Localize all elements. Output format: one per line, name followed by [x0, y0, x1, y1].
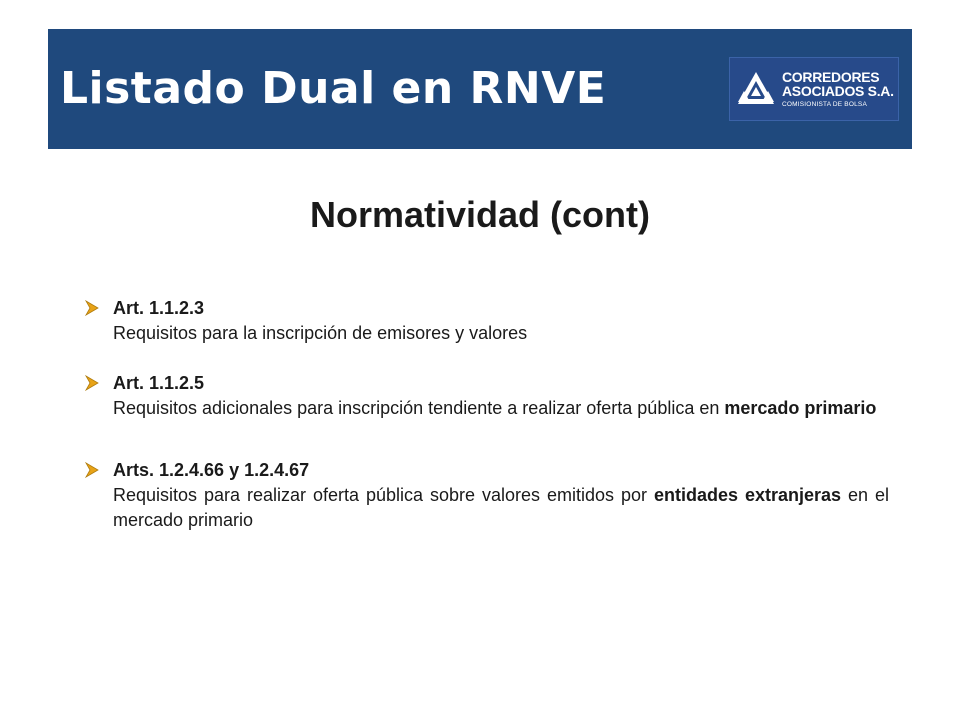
item-desc-text: Requisitos adicionales para inscripción tendiente a realizar oferta pública en: [113, 398, 725, 418]
arrow-bullet-icon: [83, 461, 101, 479]
item-desc-emphasis: mercado primario: [724, 398, 877, 418]
list-item: [83, 458, 889, 533]
company-logo-icon: [736, 69, 776, 109]
item-description: [113, 483, 889, 533]
list-item: [83, 296, 889, 346]
item-title: Art. 1.1.2.5: [113, 373, 205, 393]
regulation-list: [83, 296, 889, 533]
list-item: [83, 371, 889, 421]
item-desc-emphasis: entidades extranjeras: [653, 485, 842, 505]
item-desc-text: Requisitos para realizar oferta pública sobre valores emitidos por: [113, 485, 654, 505]
item-description: [113, 321, 889, 346]
item-title: Arts. 1.2.4.66 y 1.2.4.67: [113, 460, 310, 480]
section-subtitle: Normatividad (cont): [309, 194, 650, 235]
slide-title: Listado Dual en RNVE: [60, 63, 607, 114]
header-band: [48, 29, 912, 149]
item-title: Art. 1.1.2.3: [113, 298, 205, 318]
item-desc-text: Requisitos para la inscripción de emisores y valores: [113, 323, 528, 343]
item-desc-text-end: en el mercado primario: [113, 485, 889, 530]
arrow-bullet-icon: [83, 374, 101, 392]
item-description: [113, 396, 889, 421]
company-logo: [729, 57, 899, 121]
logo-tagline: COMISIONISTA DE BOLSA: [782, 100, 867, 108]
logo-name-line2: ASOCIADOS S.A.: [782, 82, 894, 99]
arrow-bullet-icon: [83, 299, 101, 317]
logo-name-line1: CORREDORES: [782, 68, 880, 85]
